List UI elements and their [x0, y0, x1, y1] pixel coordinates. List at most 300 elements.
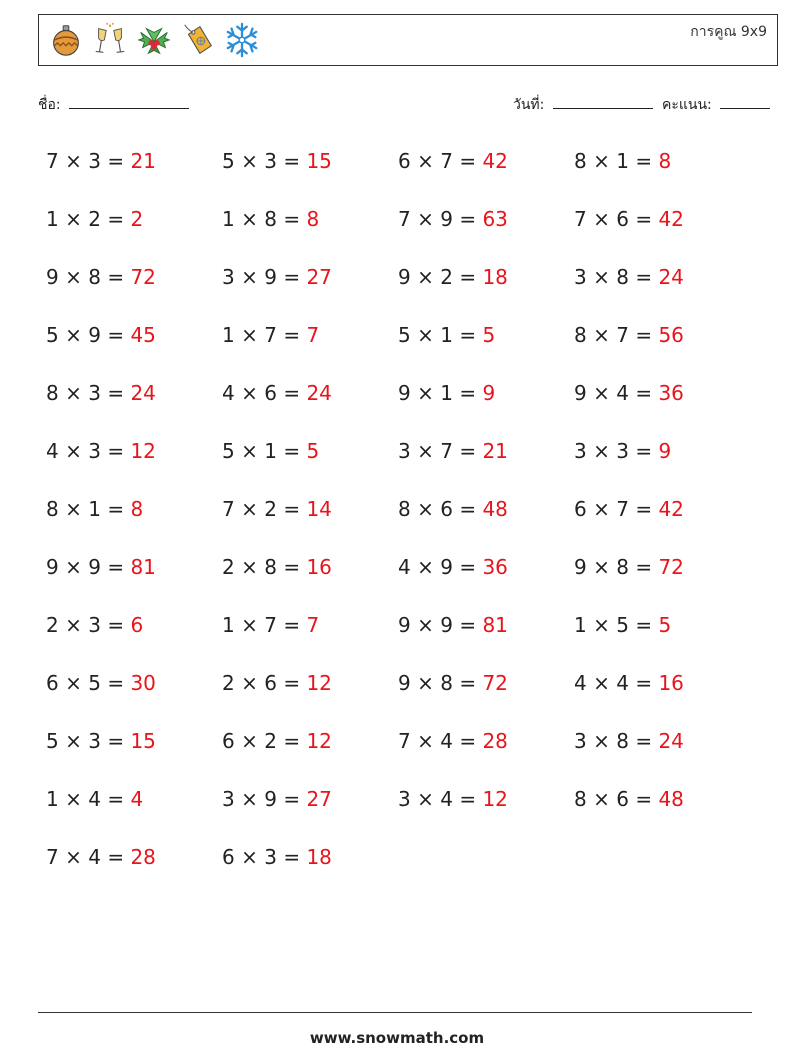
score-blank[interactable] — [720, 94, 770, 109]
problem-factor-b: 6 — [616, 787, 629, 811]
problem-factor-a: 1 — [46, 787, 59, 811]
name-label: ชื่อ: — [38, 97, 61, 113]
problem-item — [46, 596, 222, 654]
problem-factor-a: 5 — [398, 323, 411, 347]
problem-answer: 5 — [658, 613, 672, 637]
times-sign: × — [241, 613, 258, 637]
snowflake-icon — [223, 21, 261, 59]
problem-factor-a: 9 — [46, 265, 59, 289]
equals-sign: = — [459, 497, 477, 521]
date-field — [513, 94, 653, 116]
decoration-icons — [47, 21, 261, 61]
problem-factor-a: 1 — [46, 207, 59, 231]
times-sign: × — [65, 497, 82, 521]
problem-factor-a: 9 — [398, 671, 411, 695]
problem-answer: 5 — [482, 323, 496, 347]
problem-factor-b: 3 — [88, 149, 101, 173]
problem-factor-b: 6 — [616, 207, 629, 231]
times-sign: × — [593, 497, 610, 521]
times-sign: × — [241, 207, 258, 231]
problem-factor-a: 7 — [46, 149, 59, 173]
ornament-ball-icon — [47, 21, 85, 59]
problem-factor-b: 8 — [88, 265, 101, 289]
times-sign: × — [65, 149, 82, 173]
problem-item — [574, 422, 750, 480]
problem-answer: 36 — [482, 555, 508, 579]
equals-sign: = — [635, 787, 653, 811]
problem-factor-b: 9 — [440, 207, 453, 231]
problem-factor-b: 5 — [616, 613, 629, 637]
problem-factor-b: 3 — [264, 845, 277, 869]
problem-answer: 12 — [306, 729, 332, 753]
problem-factor-a: 6 — [398, 149, 411, 173]
problem-answer: 48 — [658, 787, 684, 811]
problem-answer: 81 — [130, 555, 156, 579]
holly-icon — [135, 21, 173, 59]
problem-item — [222, 712, 398, 770]
times-sign: × — [593, 555, 610, 579]
problem-factor-a: 6 — [222, 845, 235, 869]
problem-item — [46, 770, 222, 828]
problem-factor-b: 7 — [440, 439, 453, 463]
problem-answer: 15 — [306, 149, 332, 173]
problem-answer: 56 — [658, 323, 684, 347]
problem-factor-b: 1 — [440, 381, 453, 405]
problem-item — [222, 306, 398, 364]
problem-answer: 6 — [130, 613, 144, 637]
problem-factor-b: 2 — [264, 497, 277, 521]
times-sign: × — [65, 845, 82, 869]
equals-sign: = — [283, 555, 301, 579]
times-sign: × — [593, 207, 610, 231]
problem-factor-b: 2 — [264, 729, 277, 753]
problem-answer: 9 — [482, 381, 496, 405]
times-sign: × — [593, 439, 610, 463]
problem-factor-a: 8 — [574, 149, 587, 173]
problem-factor-b: 8 — [440, 671, 453, 695]
footer-url: www.snowmath.com — [309, 1029, 485, 1047]
problem-factor-a: 2 — [222, 555, 235, 579]
problem-answer: 63 — [482, 207, 508, 231]
problem-answer: 12 — [482, 787, 508, 811]
problem-answer: 42 — [658, 207, 684, 231]
problem-item — [222, 422, 398, 480]
problem-factor-b: 4 — [440, 729, 453, 753]
problem-item — [574, 712, 750, 770]
problem-factor-a: 1 — [222, 207, 235, 231]
times-sign: × — [417, 613, 434, 637]
problem-factor-a: 8 — [574, 323, 587, 347]
problem-factor-a: 5 — [222, 149, 235, 173]
equals-sign: = — [459, 149, 477, 173]
problem-factor-a: 4 — [398, 555, 411, 579]
problem-item — [574, 132, 750, 190]
problem-item — [46, 480, 222, 538]
problem-answer: 28 — [130, 845, 156, 869]
times-sign: × — [593, 613, 610, 637]
problem-factor-a: 7 — [46, 845, 59, 869]
problem-item — [222, 364, 398, 422]
problem-answer: 27 — [306, 787, 332, 811]
problem-factor-b: 4 — [616, 381, 629, 405]
problem-factor-a: 3 — [222, 787, 235, 811]
problem-item — [574, 306, 750, 364]
equals-sign: = — [459, 555, 477, 579]
name-blank[interactable] — [69, 94, 189, 109]
problem-answer: 8 — [130, 497, 144, 521]
times-sign: × — [65, 323, 82, 347]
equals-sign: = — [635, 439, 653, 463]
times-sign: × — [593, 381, 610, 405]
problem-factor-a: 1 — [222, 323, 235, 347]
problem-factor-a: 9 — [574, 555, 587, 579]
problem-factor-b: 7 — [616, 497, 629, 521]
problem-factor-b: 9 — [264, 265, 277, 289]
problem-answer: 16 — [306, 555, 332, 579]
times-sign: × — [417, 555, 434, 579]
problem-answer: 72 — [658, 555, 684, 579]
problem-item — [46, 306, 222, 364]
problem-item — [222, 596, 398, 654]
problem-item — [574, 364, 750, 422]
times-sign: × — [65, 207, 82, 231]
equals-sign: = — [107, 265, 125, 289]
problem-answer: 81 — [482, 613, 508, 637]
problem-item — [46, 654, 222, 712]
equals-sign: = — [283, 439, 301, 463]
times-sign: × — [417, 265, 434, 289]
problem-item — [398, 770, 574, 828]
problem-factor-b: 3 — [88, 439, 101, 463]
problem-item — [222, 248, 398, 306]
equals-sign: = — [283, 787, 301, 811]
problem-answer: 24 — [658, 729, 684, 753]
problem-item — [46, 538, 222, 596]
problem-item — [222, 828, 398, 886]
problem-factor-b: 3 — [88, 381, 101, 405]
equals-sign: = — [635, 729, 653, 753]
times-sign: × — [593, 671, 610, 695]
problem-answer: 8 — [306, 207, 320, 231]
equals-sign: = — [283, 497, 301, 521]
problem-item — [574, 770, 750, 828]
problem-factor-a: 4 — [574, 671, 587, 695]
problem-item — [574, 190, 750, 248]
problem-factor-a: 3 — [574, 439, 587, 463]
problem-factor-b: 9 — [88, 323, 101, 347]
equals-sign: = — [107, 207, 125, 231]
times-sign: × — [241, 323, 258, 347]
problem-answer: 72 — [130, 265, 156, 289]
problem-item — [46, 712, 222, 770]
times-sign: × — [65, 265, 82, 289]
problem-factor-a: 4 — [46, 439, 59, 463]
problem-answer: 18 — [482, 265, 508, 289]
problem-factor-b: 9 — [264, 787, 277, 811]
problem-factor-a: 5 — [222, 439, 235, 463]
problem-answer: 24 — [658, 265, 684, 289]
problem-grid — [46, 132, 750, 886]
problem-factor-a: 8 — [574, 787, 587, 811]
problem-factor-b: 2 — [88, 207, 101, 231]
problem-factor-b: 9 — [440, 613, 453, 637]
problem-item — [398, 538, 574, 596]
problem-factor-b: 1 — [440, 323, 453, 347]
problem-item — [398, 132, 574, 190]
times-sign: × — [241, 845, 258, 869]
problem-factor-b: 2 — [440, 265, 453, 289]
times-sign: × — [593, 729, 610, 753]
equals-sign: = — [635, 497, 653, 521]
equals-sign: = — [107, 729, 125, 753]
problem-factor-a: 1 — [574, 613, 587, 637]
equals-sign: = — [635, 613, 653, 637]
equals-sign: = — [459, 613, 477, 637]
equals-sign: = — [107, 323, 125, 347]
equals-sign: = — [107, 613, 125, 637]
equals-sign: = — [635, 265, 653, 289]
equals-sign: = — [283, 613, 301, 637]
equals-sign: = — [283, 323, 301, 347]
score-label: คะแนน: — [662, 97, 712, 113]
problem-answer: 5 — [306, 439, 320, 463]
problem-item — [574, 596, 750, 654]
gift-tag-icon — [179, 21, 217, 59]
times-sign: × — [65, 613, 82, 637]
times-sign: × — [593, 149, 610, 173]
times-sign: × — [593, 323, 610, 347]
problem-factor-b: 6 — [264, 381, 277, 405]
problem-answer: 8 — [658, 149, 672, 173]
problem-answer: 18 — [306, 845, 332, 869]
times-sign: × — [417, 729, 434, 753]
problem-answer: 16 — [658, 671, 684, 695]
problem-factor-a: 9 — [574, 381, 587, 405]
equals-sign: = — [107, 671, 125, 695]
problem-item — [574, 654, 750, 712]
problem-answer: 28 — [482, 729, 508, 753]
problem-item — [398, 364, 574, 422]
times-sign: × — [241, 787, 258, 811]
equals-sign: = — [459, 323, 477, 347]
equals-sign: = — [459, 671, 477, 695]
problem-factor-a: 8 — [46, 497, 59, 521]
problem-factor-b: 1 — [88, 497, 101, 521]
equals-sign: = — [459, 439, 477, 463]
times-sign: × — [65, 555, 82, 579]
problem-answer: 24 — [306, 381, 332, 405]
problem-item — [222, 654, 398, 712]
problem-factor-a: 9 — [398, 613, 411, 637]
problem-factor-b: 8 — [616, 729, 629, 753]
problem-factor-a: 7 — [222, 497, 235, 521]
problem-item — [222, 132, 398, 190]
problem-factor-a: 3 — [574, 265, 587, 289]
problem-answer: 9 — [658, 439, 672, 463]
date-blank[interactable] — [553, 94, 653, 109]
problem-factor-b: 5 — [88, 671, 101, 695]
champagne-glasses-icon — [91, 21, 129, 59]
equals-sign: = — [635, 381, 653, 405]
problem-answer: 7 — [306, 613, 320, 637]
equals-sign: = — [107, 381, 125, 405]
equals-sign: = — [635, 149, 653, 173]
problem-item — [398, 248, 574, 306]
date-label: วันที่: — [513, 97, 545, 113]
problem-factor-b: 8 — [616, 265, 629, 289]
times-sign: × — [241, 555, 258, 579]
problem-item — [222, 480, 398, 538]
problem-answer: 12 — [306, 671, 332, 695]
times-sign: × — [417, 671, 434, 695]
problem-factor-a: 7 — [398, 729, 411, 753]
problem-answer: 15 — [130, 729, 156, 753]
problem-factor-a: 3 — [398, 787, 411, 811]
problem-item — [398, 654, 574, 712]
times-sign: × — [241, 381, 258, 405]
equals-sign: = — [283, 729, 301, 753]
problem-item — [398, 190, 574, 248]
problem-factor-a: 3 — [222, 265, 235, 289]
problem-item — [222, 770, 398, 828]
times-sign: × — [241, 729, 258, 753]
problem-answer: 72 — [482, 671, 508, 695]
problem-answer: 42 — [482, 149, 508, 173]
problem-factor-b: 9 — [440, 555, 453, 579]
problem-factor-b: 3 — [88, 613, 101, 637]
times-sign: × — [593, 265, 610, 289]
equals-sign: = — [107, 787, 125, 811]
equals-sign: = — [459, 265, 477, 289]
problem-answer: 12 — [130, 439, 156, 463]
problem-item — [398, 480, 574, 538]
problem-factor-b: 4 — [88, 787, 101, 811]
problem-factor-b: 6 — [440, 497, 453, 521]
equals-sign: = — [283, 671, 301, 695]
times-sign: × — [65, 787, 82, 811]
score-field — [662, 94, 770, 116]
problem-factor-a: 3 — [398, 439, 411, 463]
problem-answer: 48 — [482, 497, 508, 521]
problem-factor-a: 3 — [574, 729, 587, 753]
equals-sign: = — [635, 671, 653, 695]
problem-item — [574, 538, 750, 596]
equals-sign: = — [283, 207, 301, 231]
problem-answer: 7 — [306, 323, 320, 347]
equals-sign: = — [107, 497, 125, 521]
problem-answer: 24 — [130, 381, 156, 405]
problem-answer: 4 — [130, 787, 144, 811]
problem-factor-b: 8 — [264, 207, 277, 231]
problem-factor-b: 1 — [264, 439, 277, 463]
problem-item — [222, 538, 398, 596]
times-sign: × — [65, 729, 82, 753]
equals-sign: = — [107, 555, 125, 579]
problem-factor-b: 6 — [264, 671, 277, 695]
problem-factor-b: 4 — [616, 671, 629, 695]
problem-factor-b: 8 — [616, 555, 629, 579]
problem-factor-b: 7 — [440, 149, 453, 173]
problem-factor-b: 7 — [264, 613, 277, 637]
problem-factor-a: 8 — [46, 381, 59, 405]
problem-factor-b: 3 — [264, 149, 277, 173]
problem-item — [46, 248, 222, 306]
equals-sign: = — [283, 149, 301, 173]
problem-item — [398, 596, 574, 654]
problem-answer: 45 — [130, 323, 156, 347]
problem-factor-b: 4 — [440, 787, 453, 811]
times-sign: × — [593, 787, 610, 811]
problem-item — [46, 828, 222, 886]
equals-sign: = — [459, 381, 477, 405]
problem-item — [398, 712, 574, 770]
equals-sign: = — [459, 207, 477, 231]
problem-factor-b: 7 — [616, 323, 629, 347]
problem-factor-a: 8 — [398, 497, 411, 521]
problem-answer: 36 — [658, 381, 684, 405]
problem-answer: 14 — [306, 497, 332, 521]
problem-item — [46, 364, 222, 422]
worksheet-header — [38, 14, 778, 66]
problem-factor-a: 6 — [46, 671, 59, 695]
problem-factor-a: 6 — [574, 497, 587, 521]
problem-factor-b: 4 — [88, 845, 101, 869]
problem-answer: 2 — [130, 207, 144, 231]
problem-factor-a: 4 — [222, 381, 235, 405]
problem-factor-a: 5 — [46, 323, 59, 347]
problem-factor-a: 2 — [46, 613, 59, 637]
problem-item — [398, 422, 574, 480]
equals-sign: = — [459, 729, 477, 753]
problem-factor-a: 9 — [46, 555, 59, 579]
problem-factor-a: 7 — [398, 207, 411, 231]
name-field — [38, 94, 189, 116]
times-sign: × — [65, 381, 82, 405]
times-sign: × — [417, 381, 434, 405]
equals-sign: = — [107, 149, 125, 173]
problem-factor-b: 8 — [264, 555, 277, 579]
problem-factor-a: 5 — [46, 729, 59, 753]
problem-item — [574, 248, 750, 306]
problem-factor-b: 9 — [88, 555, 101, 579]
problem-factor-a: 9 — [398, 265, 411, 289]
footer-divider — [38, 1012, 752, 1013]
equals-sign: = — [283, 265, 301, 289]
times-sign: × — [65, 671, 82, 695]
problem-item — [574, 480, 750, 538]
problem-answer: 30 — [130, 671, 156, 695]
times-sign: × — [241, 671, 258, 695]
problem-factor-a: 9 — [398, 381, 411, 405]
problem-factor-a: 1 — [222, 613, 235, 637]
times-sign: × — [417, 207, 434, 231]
problem-answer: 21 — [482, 439, 508, 463]
equals-sign: = — [459, 787, 477, 811]
problem-item — [46, 132, 222, 190]
problem-factor-b: 3 — [88, 729, 101, 753]
problem-item — [46, 190, 222, 248]
problem-factor-b: 7 — [264, 323, 277, 347]
problem-factor-a: 2 — [222, 671, 235, 695]
equals-sign: = — [635, 555, 653, 579]
equals-sign: = — [107, 439, 125, 463]
problem-factor-a: 7 — [574, 207, 587, 231]
times-sign: × — [417, 787, 434, 811]
times-sign: × — [417, 323, 434, 347]
times-sign: × — [241, 265, 258, 289]
problem-answer: 21 — [130, 149, 156, 173]
times-sign: × — [417, 439, 434, 463]
